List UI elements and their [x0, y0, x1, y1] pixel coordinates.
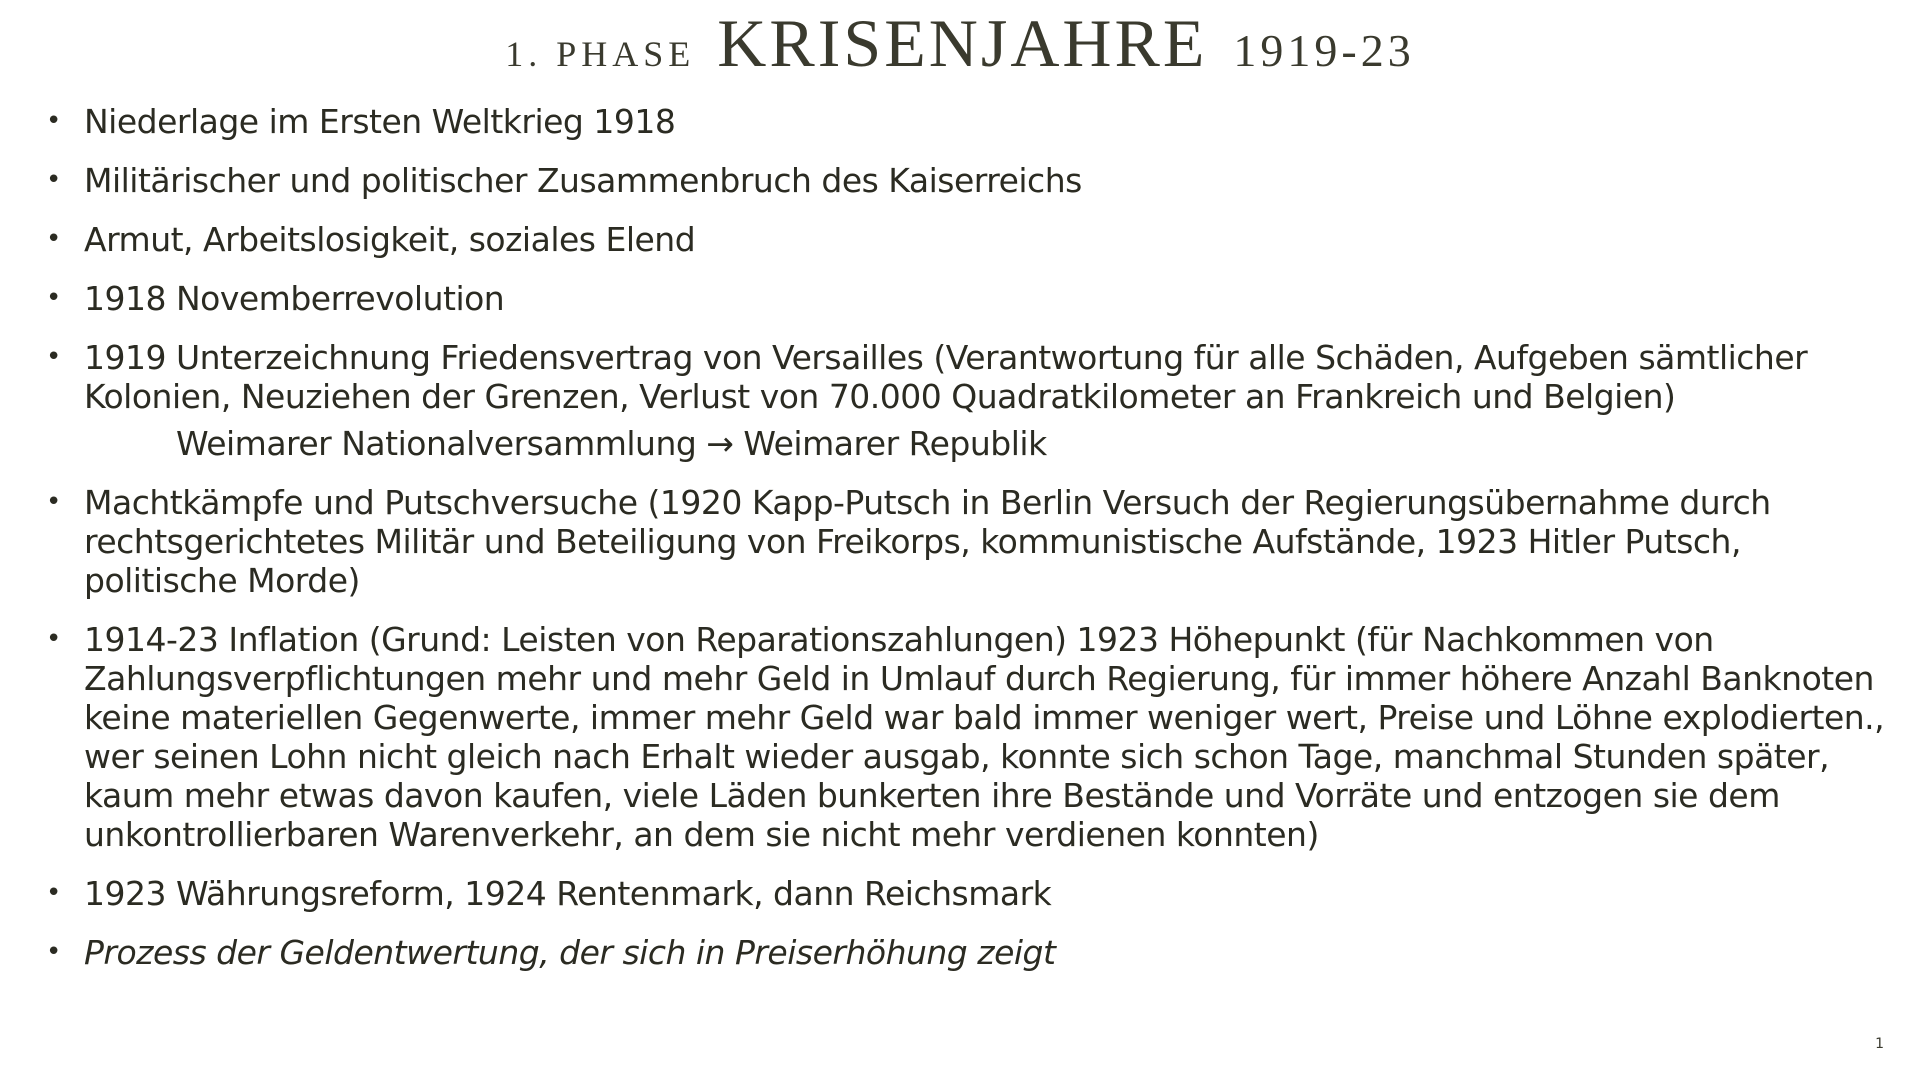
bullet-list-bottom	[44, 483, 1894, 972]
bullet-item	[44, 161, 1894, 200]
bullet-icon: •	[46, 106, 61, 136]
bullet-icon: •	[46, 937, 61, 967]
bullet-item	[44, 933, 1894, 972]
bullet-text-italic: Prozess der Geldentwertung, der sich in Preiserhöhung zeigt	[84, 933, 1056, 972]
bullet-icon: •	[46, 283, 61, 313]
slide-title	[0, 4, 1920, 83]
bullet-text: Armut, Arbeitslosigkeit, soziales Elend	[84, 220, 696, 259]
bullet-text: Machtkämpfe und Putschversuche (1920 Kapp-Putsch in Berlin Versuch der Regierungsübernahme durch rechtsgerichtetes Militär und Beteiligung von Freikorps, kommunistische Aufstände, 1923 Hitler Putsch, politische Morde)	[84, 483, 1771, 600]
title-years: 1919-23	[1233, 25, 1415, 76]
bullet-text: 1914-23 Inflation (Grund: Leisten von Reparationszahlungen) 1923 Höhepunkt (für Nachkommen von Zahlungsverpflichtungen mehr und mehr Geld in Umlauf durch Regierung, für immer höhere Anzahl Banknoten keine materiellen Gegenwerte, immer mehr Geld war bald immer weniger wert, Preise und Löhne explodierten., wer seinen Lohn nicht gleich nach Erhalt wieder ausgab, konnte sich schon Tage, manchmal Stunden später, kaum mehr etwas davon kaufen, viele Läden bunkerten ihre Bestände und Vorräte und entzogen sie dem unkontrollierbaren Warenverkehr, an dem sie nicht mehr verdienen konnten)	[84, 620, 1885, 854]
bullet-list-top	[44, 102, 1894, 416]
bullet-icon: •	[46, 165, 61, 195]
bullet-icon: •	[46, 342, 61, 372]
bullet-item	[44, 279, 1894, 318]
bullet-text: Militärischer und politischer Zusammenbruch des Kaiserreichs	[84, 161, 1082, 200]
bullet-icon: •	[46, 224, 61, 254]
title-phase: 1. PHASE	[505, 34, 696, 74]
bullet-text: 1923 Währungsreform, 1924 Rentenmark, dann Reichsmark	[84, 874, 1052, 913]
bullet-icon: •	[46, 878, 61, 908]
sub-line-weimar: Weimarer Nationalversammlung → Weimarer Republik	[176, 424, 1047, 463]
page-number: 1	[1875, 1036, 1884, 1052]
bullet-item	[44, 620, 1894, 854]
bullet-item	[44, 874, 1894, 913]
slide-content	[44, 102, 1894, 992]
bullet-icon: •	[46, 624, 61, 654]
title-main: KRISENJAHRE	[717, 5, 1208, 81]
bullet-item	[44, 102, 1894, 141]
bullet-text: 1919 Unterzeichnung Friedensvertrag von Versailles (Verantwortung für alle Schäden, Aufgeben sämtlicher Kolonien, Neuziehen der Grenzen, Verlust von 70.000 Quadratkilometer an Frankreich und Belgien)	[84, 338, 1808, 416]
bullet-icon: •	[46, 487, 61, 517]
bullet-item	[44, 220, 1894, 259]
bullet-text: Niederlage im Ersten Weltkrieg 1918	[84, 102, 676, 141]
bullet-item	[44, 483, 1894, 600]
bullet-text: 1918 Novemberrevolution	[84, 279, 505, 318]
bullet-item	[44, 338, 1894, 416]
